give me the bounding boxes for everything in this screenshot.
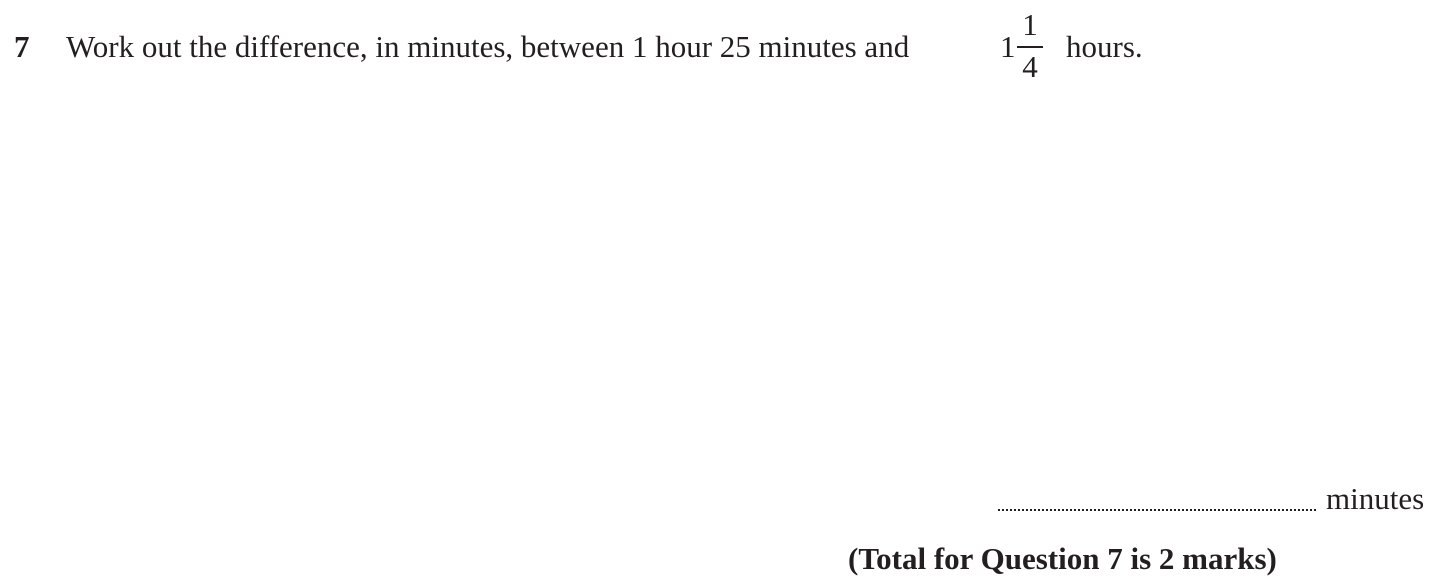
question-text-end: hours. xyxy=(1066,29,1143,64)
fraction-denominator: 4 xyxy=(1022,49,1038,84)
fraction xyxy=(1017,8,1043,86)
total-marks: (Total for Question 7 is 2 marks) xyxy=(848,541,1277,576)
question-number: 7 xyxy=(14,29,30,64)
question-text: Work out the difference, in minutes, between 1 hour 25 minutes and xyxy=(66,29,910,64)
fraction-numerator: 1 xyxy=(1022,7,1038,42)
mixed-number-whole: 1 xyxy=(1000,29,1016,64)
answer-unit: minutes xyxy=(1326,481,1425,516)
answer-line[interactable] xyxy=(998,509,1316,511)
